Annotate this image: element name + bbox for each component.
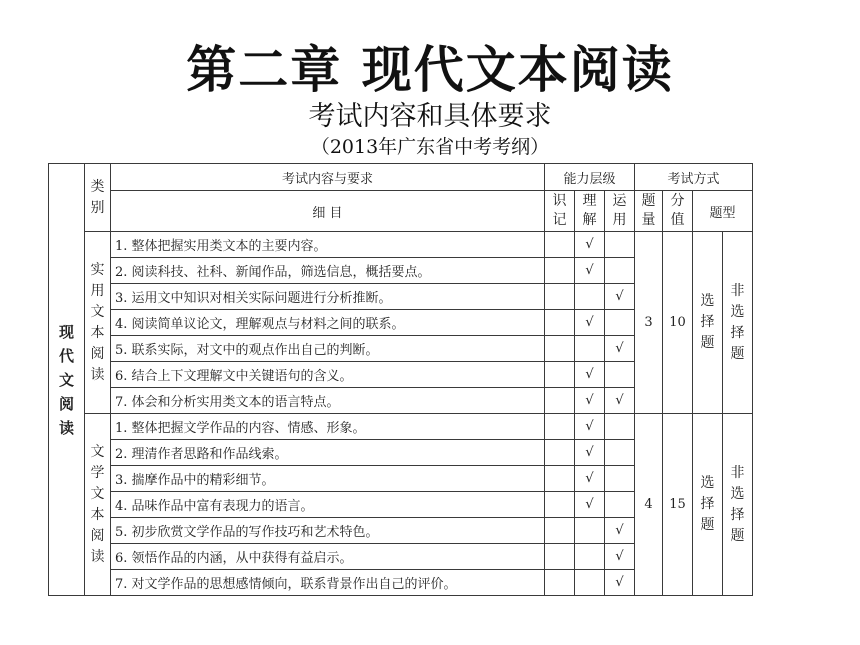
recall-check bbox=[545, 362, 575, 388]
item-text: 2. 理清作者思路和作品线索。 bbox=[111, 440, 545, 466]
apply-check bbox=[605, 310, 635, 336]
understand-check bbox=[575, 336, 605, 362]
exam-mode-header: 考试方式 bbox=[635, 164, 753, 191]
syllabus-table bbox=[48, 163, 753, 596]
item-text: 6. 领悟作品的内涵，从中获得有益启示。 bbox=[111, 544, 545, 570]
apply-check bbox=[605, 466, 635, 492]
score-cell: 15 bbox=[663, 414, 693, 596]
apply-header: 运 用 bbox=[612, 193, 627, 228]
item-text: 4. 阅读简单议论文，理解观点与材料之间的联系。 bbox=[111, 310, 545, 336]
apply-check bbox=[605, 362, 635, 388]
apply-check bbox=[605, 492, 635, 518]
recall-check bbox=[545, 388, 575, 414]
understand-check: √ bbox=[575, 258, 605, 284]
choice-question-type-cell bbox=[693, 414, 723, 596]
source-note: （2013年广东省中考考纲） bbox=[310, 136, 550, 158]
category-cell bbox=[85, 232, 111, 414]
choice-question-type: 选 择 题 bbox=[700, 293, 715, 351]
understand-header: 理 解 bbox=[582, 193, 597, 228]
table-row bbox=[49, 232, 753, 258]
page-subtitle: 考试内容和具体要求 bbox=[308, 101, 552, 132]
non-choice-question-type-cell bbox=[723, 414, 753, 596]
understand-check: √ bbox=[575, 414, 605, 440]
recall-check bbox=[545, 440, 575, 466]
recall-header: 识 记 bbox=[552, 193, 567, 228]
apply-header-cell bbox=[605, 191, 635, 232]
item-text: 2. 阅读科技、社科、新闻作品，筛选信息，概括要点。 bbox=[111, 258, 545, 284]
item-text: 7. 体会和分析实用类文本的语言特点。 bbox=[111, 388, 545, 414]
content-header: 考试内容与要求 bbox=[111, 164, 545, 191]
apply-check: √ bbox=[605, 284, 635, 310]
recall-header-cell bbox=[545, 191, 575, 232]
item-text: 5. 初步欣赏文学作品的写作技巧和艺术特色。 bbox=[111, 518, 545, 544]
score-header-cell bbox=[663, 191, 693, 232]
recall-check bbox=[545, 284, 575, 310]
understand-check bbox=[575, 518, 605, 544]
understand-check: √ bbox=[575, 440, 605, 466]
category-label: 文 学 文 本 阅 读 bbox=[90, 443, 105, 565]
item-text: 1. 整体把握实用类文本的主要内容。 bbox=[111, 232, 545, 258]
ability-header: 能力层级 bbox=[545, 164, 635, 191]
apply-check: √ bbox=[605, 388, 635, 414]
score-header: 分 值 bbox=[670, 193, 685, 228]
apply-check: √ bbox=[605, 336, 635, 362]
category-header: 类 别 bbox=[90, 178, 105, 216]
score-cell: 10 bbox=[663, 232, 693, 414]
page-title: 第二章 现代文本阅读 bbox=[186, 41, 674, 99]
recall-check bbox=[545, 492, 575, 518]
understand-check bbox=[575, 284, 605, 310]
question-count-header: 题 量 bbox=[641, 193, 656, 228]
understand-check: √ bbox=[575, 232, 605, 258]
apply-check bbox=[605, 414, 635, 440]
header-row-1 bbox=[49, 164, 753, 191]
header-row-2 bbox=[49, 191, 753, 232]
table-row bbox=[49, 414, 753, 440]
recall-check bbox=[545, 336, 575, 362]
item-text: 7. 对文学作品的思想感情倾向，联系背景作出自己的评价。 bbox=[111, 570, 545, 596]
item-text: 6. 结合上下文理解文中关键语句的含义。 bbox=[111, 362, 545, 388]
non-choice-question-type: 非 选 择 题 bbox=[730, 282, 745, 362]
understand-check: √ bbox=[575, 466, 605, 492]
domain-cell bbox=[49, 164, 85, 596]
understand-check: √ bbox=[575, 388, 605, 414]
item-text: 5. 联系实际，对文中的观点作出自己的判断。 bbox=[111, 336, 545, 362]
understand-check: √ bbox=[575, 492, 605, 518]
details-header: 细 目 bbox=[111, 191, 545, 232]
choice-question-type: 选 择 题 bbox=[700, 475, 715, 533]
apply-check: √ bbox=[605, 544, 635, 570]
question-count-header-cell bbox=[635, 191, 663, 232]
recall-check bbox=[545, 310, 575, 336]
apply-check bbox=[605, 258, 635, 284]
understand-check: √ bbox=[575, 362, 605, 388]
understand-check bbox=[575, 570, 605, 596]
choice-question-type-cell bbox=[693, 232, 723, 414]
category-header-cell bbox=[85, 164, 111, 232]
category-label: 实 用 文 本 阅 读 bbox=[90, 261, 105, 383]
domain-label: 现 代 文 阅 读 bbox=[58, 322, 74, 437]
non-choice-question-type: 非 选 择 题 bbox=[730, 464, 745, 544]
understand-header-cell bbox=[575, 191, 605, 232]
recall-check bbox=[545, 414, 575, 440]
apply-check bbox=[605, 440, 635, 466]
recall-check bbox=[545, 570, 575, 596]
non-choice-question-type-cell bbox=[723, 232, 753, 414]
category-cell bbox=[85, 414, 111, 596]
recall-check bbox=[545, 466, 575, 492]
apply-check: √ bbox=[605, 518, 635, 544]
understand-check: √ bbox=[575, 310, 605, 336]
apply-check: √ bbox=[605, 570, 635, 596]
recall-check bbox=[545, 258, 575, 284]
understand-check bbox=[575, 544, 605, 570]
item-text: 4. 品味作品中富有表现力的语言。 bbox=[111, 492, 545, 518]
item-text: 3. 揣摩作品中的精彩细节。 bbox=[111, 466, 545, 492]
recall-check bbox=[545, 518, 575, 544]
question-count-cell: 3 bbox=[635, 232, 663, 414]
recall-check bbox=[545, 544, 575, 570]
apply-check bbox=[605, 232, 635, 258]
question-count-cell: 4 bbox=[635, 414, 663, 596]
item-text: 1. 整体把握文学作品的内容、情感、形象。 bbox=[111, 414, 545, 440]
item-text: 3. 运用文中知识对相关实际问题进行分析推断。 bbox=[111, 284, 545, 310]
question-type-header: 题型 bbox=[693, 191, 753, 232]
recall-check bbox=[545, 232, 575, 258]
